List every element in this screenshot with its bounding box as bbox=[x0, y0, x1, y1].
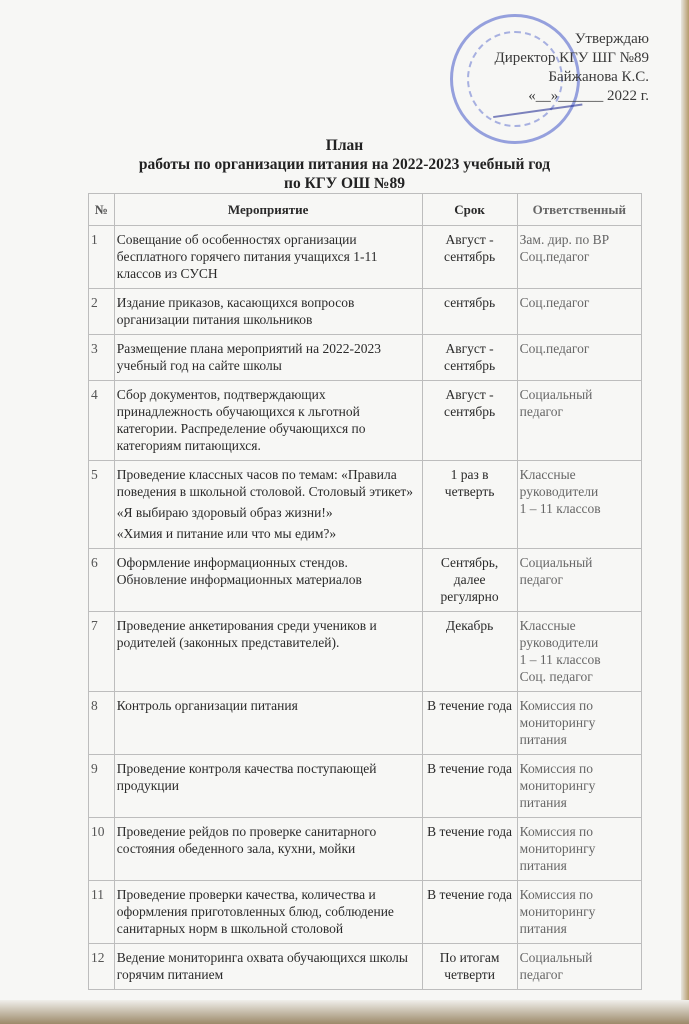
event-cell bbox=[114, 818, 422, 881]
table-header-row bbox=[89, 194, 642, 226]
responsible-cell-line: Комиссия по bbox=[519, 887, 594, 902]
responsible-cell-line: Классные bbox=[519, 618, 576, 633]
row-number: 3 bbox=[89, 335, 115, 381]
event-cell-line: Проведение контроля качества поступающей продукции bbox=[116, 761, 377, 793]
term-cell-line: сентябрь bbox=[444, 295, 496, 310]
event-cell bbox=[114, 944, 422, 990]
table-row bbox=[89, 335, 642, 381]
responsible-cell bbox=[517, 335, 641, 381]
approval-line: Утверждаю bbox=[574, 31, 649, 47]
term-cell bbox=[422, 818, 517, 881]
table-row bbox=[89, 549, 642, 612]
table-row bbox=[89, 692, 642, 755]
responsible-cell bbox=[517, 226, 641, 289]
responsible-cell bbox=[517, 818, 641, 881]
row-number: 5 bbox=[89, 461, 115, 549]
responsible-cell-line: питания bbox=[519, 732, 567, 747]
responsible-cell-line: Соц.педагог bbox=[519, 295, 590, 310]
responsible-cell-line: Зам. дир. по ВР bbox=[519, 232, 610, 247]
term-cell bbox=[422, 289, 517, 335]
approval-line: «__»______ 2022 г. bbox=[528, 88, 649, 104]
term-cell-line: В течение года bbox=[427, 887, 513, 902]
approval-block bbox=[494, 30, 649, 106]
term-cell-line: В течение года bbox=[427, 824, 513, 839]
responsible-cell-line: руководители bbox=[519, 635, 599, 650]
event-cell-line: Контроль организации питания bbox=[116, 698, 298, 713]
event-cell-line: «Я выбираю здоровый образ жизни!» bbox=[116, 505, 333, 520]
row-number: 1 bbox=[89, 226, 115, 289]
document-title bbox=[0, 136, 689, 193]
desk-background bbox=[0, 1000, 689, 1024]
title-line: работы по организации питания на 2022-2023 учебный год bbox=[138, 156, 551, 173]
responsible-cell-line: Классные bbox=[519, 467, 576, 482]
term-cell-line: сентябрь bbox=[444, 358, 496, 373]
responsible-cell-line: Соц. педагог bbox=[519, 669, 593, 684]
row-number: 9 bbox=[89, 755, 115, 818]
responsible-cell-line: Комиссия по bbox=[519, 761, 594, 776]
term-cell bbox=[422, 381, 517, 461]
term-cell-line: Август - bbox=[445, 341, 494, 356]
event-cell-line: Издание приказов, касающихся вопросов организации питания школьников bbox=[116, 295, 355, 327]
term-cell-line: По итогам bbox=[439, 950, 500, 965]
term-cell-line: Декабрь bbox=[445, 618, 494, 633]
table-row bbox=[89, 289, 642, 335]
responsible-cell-line: питания bbox=[519, 921, 567, 936]
event-cell bbox=[114, 461, 422, 549]
plan-table bbox=[88, 193, 642, 990]
responsible-cell bbox=[517, 289, 641, 335]
approval-line: Директор КГУ ШГ №89 bbox=[494, 50, 649, 66]
row-number: 8 bbox=[89, 692, 115, 755]
term-cell bbox=[422, 612, 517, 692]
term-cell-line: 1 раз в bbox=[450, 467, 489, 482]
event-cell-line: Оформление информационных стендов. Обновление информационных материалов bbox=[116, 555, 362, 587]
event-cell-line: Размещение плана мероприятий на 2022-2023 учебный год на сайте школы bbox=[116, 341, 381, 373]
responsible-cell-line: педагог bbox=[519, 967, 564, 982]
term-cell bbox=[422, 226, 517, 289]
header-responsible: Ответственный bbox=[517, 194, 641, 226]
responsible-cell-line: питания bbox=[519, 858, 567, 873]
table-row bbox=[89, 381, 642, 461]
responsible-cell bbox=[517, 755, 641, 818]
event-cell-line: «Химия и питание или что мы едим?» bbox=[116, 526, 337, 541]
responsible-cell-line: Соц.педагог bbox=[519, 341, 590, 356]
event-cell-line: Совещание об особенностях организации бесплатного горячего питания учащихся 1-11 классов из СУСН bbox=[116, 232, 378, 281]
event-cell-line: Проведение анкетирования среди учеников и родителей (законных представителей). bbox=[116, 618, 377, 650]
event-cell-line: Сбор документов, подтверждающих принадлежность обучающихся к льготной категории. Распределение обучающихся по категориям питающихся. bbox=[116, 387, 366, 453]
term-cell bbox=[422, 461, 517, 549]
responsible-cell-line: 1 – 11 классов bbox=[519, 501, 601, 516]
responsible-cell-line: педагог bbox=[519, 572, 564, 587]
responsible-cell-line: Комиссия по bbox=[519, 698, 594, 713]
responsible-cell-line: мониторингу bbox=[519, 715, 596, 730]
responsible-cell bbox=[517, 944, 641, 990]
responsible-cell bbox=[517, 461, 641, 549]
table-row bbox=[89, 612, 642, 692]
title-line: План bbox=[325, 137, 364, 154]
row-number: 2 bbox=[89, 289, 115, 335]
event-cell-line: Проведение проверки качества, количества и оформления приготовленных блюд, соблюдение санитарных норм в школьной столовой bbox=[116, 887, 394, 936]
approval-line: Байжанова К.С. bbox=[548, 69, 649, 85]
responsible-cell-line: Социальный bbox=[519, 387, 593, 402]
term-cell-line: далее bbox=[453, 572, 486, 587]
row-number: 6 bbox=[89, 549, 115, 612]
responsible-cell-line: мониторингу bbox=[519, 904, 596, 919]
responsible-cell-line: мониторингу bbox=[519, 841, 596, 856]
row-number: 7 bbox=[89, 612, 115, 692]
event-cell bbox=[114, 381, 422, 461]
event-cell-line: Проведение рейдов по проверке санитарного состояния обеденного зала, кухни, мойки bbox=[116, 824, 377, 856]
responsible-cell-line: педагог bbox=[519, 404, 564, 419]
term-cell-line: сентябрь bbox=[444, 249, 496, 264]
term-cell bbox=[422, 692, 517, 755]
event-cell bbox=[114, 549, 422, 612]
row-number: 10 bbox=[89, 818, 115, 881]
term-cell-line: В течение года bbox=[427, 698, 513, 713]
responsible-cell bbox=[517, 381, 641, 461]
responsible-cell-line: Соц.педагог bbox=[519, 249, 590, 264]
event-cell bbox=[114, 335, 422, 381]
table-row bbox=[89, 881, 642, 944]
row-number: 12 bbox=[89, 944, 115, 990]
responsible-cell-line: руководители bbox=[519, 484, 599, 499]
term-cell-line: четверть bbox=[444, 484, 495, 499]
event-cell bbox=[114, 755, 422, 818]
responsible-cell bbox=[517, 549, 641, 612]
responsible-cell-line: Социальный bbox=[519, 555, 593, 570]
row-number: 4 bbox=[89, 381, 115, 461]
event-cell-line: Ведение мониторинга охвата обучающихся школы горячим питанием bbox=[116, 950, 408, 982]
table-row bbox=[89, 818, 642, 881]
table-row bbox=[89, 755, 642, 818]
title-line: по КГУ ОШ №89 bbox=[284, 175, 405, 192]
term-cell bbox=[422, 881, 517, 944]
responsible-cell bbox=[517, 881, 641, 944]
event-cell bbox=[114, 226, 422, 289]
term-cell-line: В течение года bbox=[427, 761, 513, 776]
responsible-cell-line: Социальный bbox=[519, 950, 593, 965]
event-cell bbox=[114, 881, 422, 944]
responsible-cell-line: мониторингу bbox=[519, 778, 596, 793]
table-row bbox=[89, 944, 642, 990]
term-cell-line: Август - bbox=[445, 232, 494, 247]
table-row bbox=[89, 461, 642, 549]
term-cell-line: сентябрь bbox=[444, 404, 496, 419]
table-row bbox=[89, 226, 642, 289]
event-cell-line: Проведение классных часов по темам: «Правила поведения в школьной столовой. Столовый этикет» bbox=[116, 467, 414, 499]
responsible-cell bbox=[517, 692, 641, 755]
header-num: № bbox=[89, 194, 115, 226]
responsible-cell-line: Комиссия по bbox=[519, 824, 594, 839]
term-cell bbox=[422, 335, 517, 381]
term-cell bbox=[422, 755, 517, 818]
header-term: Срок bbox=[422, 194, 517, 226]
term-cell-line: регулярно bbox=[440, 589, 499, 604]
header-event: Мероприятие bbox=[114, 194, 422, 226]
responsible-cell-line: питания bbox=[519, 795, 567, 810]
term-cell-line: четверти bbox=[444, 967, 495, 982]
term-cell bbox=[422, 944, 517, 990]
event-cell bbox=[114, 692, 422, 755]
term-cell-line: Сентябрь, bbox=[440, 555, 499, 570]
term-cell-line: Август - bbox=[445, 387, 494, 402]
event-cell bbox=[114, 612, 422, 692]
responsible-cell-line: 1 – 11 классов bbox=[519, 652, 601, 667]
event-cell bbox=[114, 289, 422, 335]
term-cell bbox=[422, 549, 517, 612]
row-number: 11 bbox=[89, 881, 115, 944]
responsible-cell bbox=[517, 612, 641, 692]
